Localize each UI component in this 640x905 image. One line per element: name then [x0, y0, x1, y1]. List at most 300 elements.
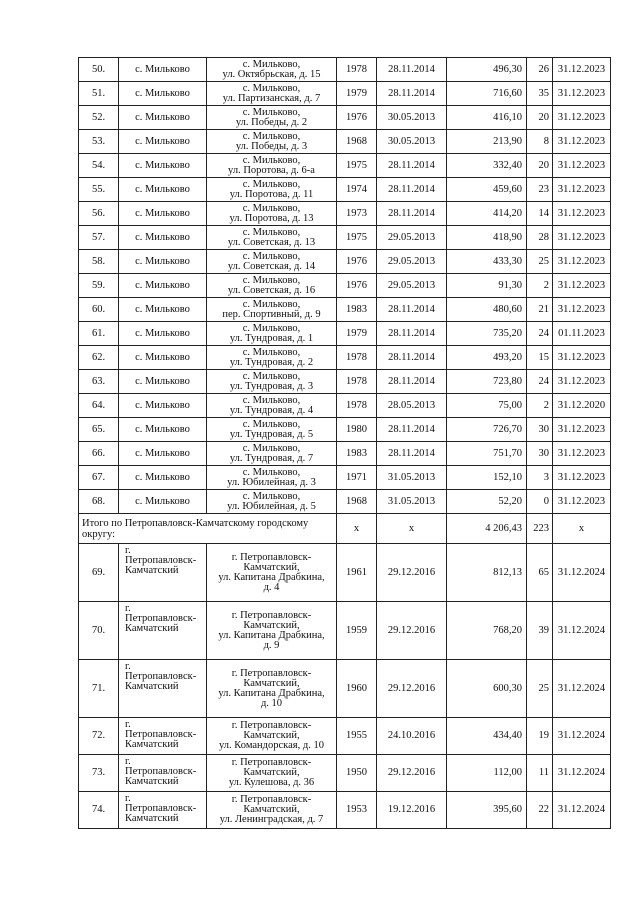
- row-number: 57.: [79, 226, 119, 250]
- area: 418,90: [447, 226, 527, 250]
- cell-line: с. Мильково,: [242, 418, 301, 430]
- area: 716,60: [447, 82, 527, 106]
- residents-count: 25: [527, 660, 553, 718]
- cell-line: с. Мильково,: [242, 274, 301, 286]
- deadline: 31.12.2023: [553, 466, 611, 490]
- cell-line: с. Мильково,: [242, 442, 301, 454]
- cell-line: д. 4: [263, 581, 280, 593]
- row-number: 72.: [79, 718, 119, 755]
- area: 751,70: [447, 442, 527, 466]
- deadline: 31.12.2023: [553, 178, 611, 202]
- residents-count: 15: [527, 346, 553, 370]
- table-row: [79, 544, 611, 602]
- cell-line: ул. Кулешова, д. 36: [228, 777, 315, 788]
- cell-line: г. Петропавловск-: [231, 720, 312, 731]
- deadline: 31.12.2023: [553, 418, 611, 442]
- area: 414,20: [447, 202, 527, 226]
- row-number: 67.: [79, 466, 119, 490]
- total-row: [79, 514, 611, 544]
- locality: с. Мильково: [119, 466, 207, 490]
- cell-line: с. Мильково,: [242, 154, 301, 166]
- address: [207, 442, 337, 466]
- build-year: 1950: [337, 755, 377, 792]
- residents-count: 24: [527, 370, 553, 394]
- cell-line: с. Мильково,: [242, 226, 301, 238]
- locality: [119, 792, 207, 829]
- build-year: 1968: [337, 130, 377, 154]
- build-year: 1959: [337, 602, 377, 660]
- address: [207, 322, 337, 346]
- area: 433,30: [447, 250, 527, 274]
- area: 52,20: [447, 490, 527, 514]
- table-row: [79, 154, 611, 178]
- area: 112,00: [447, 755, 527, 792]
- row-number: 62.: [79, 346, 119, 370]
- build-year: 1979: [337, 322, 377, 346]
- cell-line: ул. Тундровая, д. 4: [229, 404, 314, 416]
- residents-count: 35: [527, 82, 553, 106]
- address: [207, 130, 337, 154]
- deadline: 31.12.2024: [553, 544, 611, 602]
- address: [207, 602, 337, 660]
- residents-count: 2: [527, 274, 553, 298]
- locality: с. Мильково: [119, 274, 207, 298]
- cell-line: ул. Тундровая, д. 3: [229, 380, 314, 392]
- total-label: Итого по Петропавловск-Камчатскому городскому округу:: [79, 514, 337, 544]
- area: 726,70: [447, 418, 527, 442]
- cell-line: Камчатский: [125, 623, 179, 634]
- address: [207, 226, 337, 250]
- locality: с. Мильково: [119, 394, 207, 418]
- table-body: [79, 58, 611, 829]
- residents-count: 22: [527, 792, 553, 829]
- row-number: 53.: [79, 130, 119, 154]
- table-row: [79, 660, 611, 718]
- locality: [119, 602, 207, 660]
- area: 735,20: [447, 322, 527, 346]
- total-date: х: [377, 514, 447, 544]
- cell-line: ул. Тундровая, д. 7: [229, 452, 314, 464]
- residents-count: 11: [527, 755, 553, 792]
- table-row: [79, 298, 611, 322]
- table-row: [79, 58, 611, 82]
- deadline: 31.12.2024: [553, 792, 611, 829]
- locality: [119, 755, 207, 792]
- cell-line: Камчатский,: [243, 677, 300, 689]
- address: [207, 394, 337, 418]
- residents-count: 14: [527, 202, 553, 226]
- cell-line: г. Петропавловск-: [125, 756, 197, 777]
- locality: с. Мильково: [119, 490, 207, 514]
- build-year: 1978: [337, 394, 377, 418]
- area: 459,60: [447, 178, 527, 202]
- deadline: 31.12.2023: [553, 274, 611, 298]
- deadline: 31.12.2023: [553, 442, 611, 466]
- residents-count: 21: [527, 298, 553, 322]
- locality: [119, 544, 207, 602]
- table-row: [79, 346, 611, 370]
- cell-line: ул. Капитана Драбкина,: [218, 629, 325, 641]
- address: [207, 346, 337, 370]
- table-row: [79, 250, 611, 274]
- deadline: 31.12.2023: [553, 370, 611, 394]
- build-year: 1976: [337, 106, 377, 130]
- cell-line: с. Мильково,: [242, 250, 301, 262]
- locality: с. Мильково: [119, 346, 207, 370]
- cell-line: г. Петропавловск-: [231, 609, 312, 621]
- build-year: 1971: [337, 466, 377, 490]
- decision-date: 28.11.2014: [377, 370, 447, 394]
- row-number: 69.: [79, 544, 119, 602]
- table-row: [79, 202, 611, 226]
- decision-date: 28.11.2014: [377, 202, 447, 226]
- cell-line: ул. Победы, д. 3: [235, 140, 308, 152]
- cell-line: ул. Ленинградская, д. 7: [219, 814, 324, 825]
- locality: с. Мильково: [119, 226, 207, 250]
- table-row: [79, 130, 611, 154]
- deadline: 31.12.2023: [553, 226, 611, 250]
- residents-count: 0: [527, 490, 553, 514]
- build-year: 1975: [337, 226, 377, 250]
- area: 496,30: [447, 58, 527, 82]
- row-number: 54.: [79, 154, 119, 178]
- address: [207, 490, 337, 514]
- cell-line: ул. Советская, д. 16: [227, 284, 316, 296]
- cell-line: Камчатский: [125, 681, 179, 692]
- total-year: х: [337, 514, 377, 544]
- locality: с. Мильково: [119, 418, 207, 442]
- locality: [119, 718, 207, 755]
- cell-line: Камчатский,: [243, 619, 300, 631]
- residents-count: 2: [527, 394, 553, 418]
- address: [207, 792, 337, 829]
- cell-line: с. Мильково,: [242, 370, 301, 382]
- deadline: 01.11.2023: [553, 322, 611, 346]
- table-row: [79, 370, 611, 394]
- cell-line: ул. Тундровая, д. 5: [229, 428, 314, 440]
- build-year: 1983: [337, 298, 377, 322]
- cell-line: ул. Тундровая, д. 2: [229, 356, 314, 368]
- decision-date: 24.10.2016: [377, 718, 447, 755]
- cell-line: г. Петропавловск-: [125, 661, 197, 682]
- deadline: 31.12.2023: [553, 154, 611, 178]
- cell-line: Камчатский: [125, 776, 179, 787]
- cell-line: ул. Капитана Драбкина,: [218, 687, 325, 699]
- deadline: 31.12.2023: [553, 250, 611, 274]
- total-count: 223: [527, 514, 553, 544]
- table-row: [79, 602, 611, 660]
- deadline: 31.12.2023: [553, 106, 611, 130]
- row-number: 58.: [79, 250, 119, 274]
- cell-line: с. Мильково,: [242, 130, 301, 142]
- row-number: 55.: [79, 178, 119, 202]
- area: 75,00: [447, 394, 527, 418]
- residents-count: 24: [527, 322, 553, 346]
- area: 480,60: [447, 298, 527, 322]
- address: [207, 298, 337, 322]
- address: [207, 202, 337, 226]
- cell-line: ул. Капитана Драбкина,: [218, 571, 325, 583]
- address: [207, 755, 337, 792]
- area: 812,13: [447, 544, 527, 602]
- row-number: 70.: [79, 602, 119, 660]
- table-row: [79, 442, 611, 466]
- cell-line: ул. Партизанская, д. 7: [222, 92, 321, 104]
- locality: с. Мильково: [119, 178, 207, 202]
- build-year: 1978: [337, 370, 377, 394]
- decision-date: 31.05.2013: [377, 490, 447, 514]
- decision-date: 28.11.2014: [377, 418, 447, 442]
- address: [207, 418, 337, 442]
- row-number: 56.: [79, 202, 119, 226]
- decision-date: 28.05.2013: [377, 394, 447, 418]
- decision-date: 30.05.2013: [377, 130, 447, 154]
- deadline: 31.12.2023: [553, 130, 611, 154]
- row-number: 52.: [79, 106, 119, 130]
- locality: с. Мильково: [119, 298, 207, 322]
- row-number: 61.: [79, 322, 119, 346]
- decision-date: 28.11.2014: [377, 442, 447, 466]
- area: 416,10: [447, 106, 527, 130]
- area: 723,80: [447, 370, 527, 394]
- cell-line: ул. Командорская, д. 10: [219, 740, 324, 751]
- build-year: 1975: [337, 154, 377, 178]
- table-row: [79, 490, 611, 514]
- deadline: 31.12.2023: [553, 490, 611, 514]
- row-number: 71.: [79, 660, 119, 718]
- locality: с. Мильково: [119, 322, 207, 346]
- cell-line: с. Мильково,: [242, 82, 301, 94]
- decision-date: 30.05.2013: [377, 106, 447, 130]
- cell-line: пер. Спортивный, д. 9: [222, 308, 321, 320]
- cell-line: ул. Поротова, д. 6-а: [228, 164, 315, 176]
- build-year: 1978: [337, 346, 377, 370]
- locality: с. Мильково: [119, 370, 207, 394]
- build-year: 1976: [337, 250, 377, 274]
- total-area: 4 206,43: [447, 514, 527, 544]
- address: [207, 82, 337, 106]
- residents-count: 30: [527, 418, 553, 442]
- residents-count: 23: [527, 178, 553, 202]
- residents-count: 19: [527, 718, 553, 755]
- row-number: 60.: [79, 298, 119, 322]
- address: [207, 718, 337, 755]
- housing-table: [78, 57, 611, 829]
- decision-date: 28.11.2014: [377, 82, 447, 106]
- deadline: 31.12.2023: [553, 346, 611, 370]
- build-year: 1953: [337, 792, 377, 829]
- table-row: [79, 418, 611, 442]
- address: [207, 544, 337, 602]
- row-number: 63.: [79, 370, 119, 394]
- build-year: 1960: [337, 660, 377, 718]
- address: [207, 466, 337, 490]
- row-number: 73.: [79, 755, 119, 792]
- cell-line: ул. Советская, д. 14: [227, 260, 316, 272]
- residents-count: 65: [527, 544, 553, 602]
- deadline: 31.12.2023: [553, 58, 611, 82]
- cell-line: ул. Октябрьская, д. 15: [222, 68, 321, 80]
- build-year: 1976: [337, 274, 377, 298]
- address: [207, 660, 337, 718]
- table-row: [79, 178, 611, 202]
- address: [207, 178, 337, 202]
- address: [207, 370, 337, 394]
- cell-line: ул. Советская, д. 13: [227, 236, 316, 248]
- document-page: [78, 57, 611, 829]
- locality: с. Мильково: [119, 82, 207, 106]
- locality: с. Мильково: [119, 130, 207, 154]
- cell-line: ул. Поротова, д. 11: [229, 188, 314, 200]
- deadline: 31.12.2024: [553, 718, 611, 755]
- table-row: [79, 718, 611, 755]
- decision-date: 28.11.2014: [377, 346, 447, 370]
- address: [207, 106, 337, 130]
- decision-date: 29.12.2016: [377, 660, 447, 718]
- area: 434,40: [447, 718, 527, 755]
- locality: [119, 660, 207, 718]
- row-number: 50.: [79, 58, 119, 82]
- build-year: 1979: [337, 82, 377, 106]
- residents-count: 30: [527, 442, 553, 466]
- address: [207, 58, 337, 82]
- locality: с. Мильково: [119, 442, 207, 466]
- cell-line: д. 10: [260, 697, 283, 709]
- residents-count: 3: [527, 466, 553, 490]
- decision-date: 29.12.2016: [377, 755, 447, 792]
- table-row: [79, 274, 611, 298]
- address: [207, 154, 337, 178]
- residents-count: 20: [527, 106, 553, 130]
- cell-line: с. Мильково,: [242, 202, 301, 214]
- decision-date: 28.11.2014: [377, 178, 447, 202]
- build-year: 1955: [337, 718, 377, 755]
- decision-date: 29.05.2013: [377, 226, 447, 250]
- locality: с. Мильково: [119, 154, 207, 178]
- decision-date: 28.11.2014: [377, 58, 447, 82]
- total-deadline: х: [553, 514, 611, 544]
- cell-line: г. Петропавловск-: [231, 757, 312, 768]
- locality: с. Мильково: [119, 106, 207, 130]
- cell-line: с. Мильково,: [242, 178, 301, 190]
- cell-line: ул. Юбилейная, д. 5: [227, 500, 316, 512]
- cell-line: с. Мильково,: [242, 490, 301, 502]
- decision-date: 28.11.2014: [377, 322, 447, 346]
- build-year: 1978: [337, 58, 377, 82]
- row-number: 64.: [79, 394, 119, 418]
- cell-line: Камчатский: [125, 739, 179, 750]
- row-number: 66.: [79, 442, 119, 466]
- deadline: 31.12.2023: [553, 82, 611, 106]
- decision-date: 19.12.2016: [377, 792, 447, 829]
- build-year: 1973: [337, 202, 377, 226]
- cell-line: д. 9: [263, 639, 280, 651]
- cell-line: ул. Тундровая, д. 1: [229, 332, 314, 344]
- cell-line: Камчатский,: [243, 730, 300, 741]
- build-year: 1983: [337, 442, 377, 466]
- row-number: 74.: [79, 792, 119, 829]
- cell-line: с. Мильково,: [242, 394, 301, 406]
- deadline: 31.12.2024: [553, 755, 611, 792]
- decision-date: 28.11.2014: [377, 298, 447, 322]
- deadline: 31.12.2020: [553, 394, 611, 418]
- residents-count: 20: [527, 154, 553, 178]
- address: [207, 250, 337, 274]
- decision-date: 29.12.2016: [377, 544, 447, 602]
- cell-line: с. Мильково,: [242, 298, 301, 310]
- table-row: [79, 82, 611, 106]
- row-number: 51.: [79, 82, 119, 106]
- area: 152,10: [447, 466, 527, 490]
- decision-date: 29.05.2013: [377, 274, 447, 298]
- cell-line: с. Мильково,: [242, 106, 301, 118]
- row-number: 68.: [79, 490, 119, 514]
- cell-line: с. Мильково,: [242, 346, 301, 358]
- locality: с. Мильково: [119, 250, 207, 274]
- cell-line: с. Мильково,: [242, 322, 301, 334]
- area: 493,20: [447, 346, 527, 370]
- locality: с. Мильково: [119, 58, 207, 82]
- table-row: [79, 322, 611, 346]
- table-row: [79, 106, 611, 130]
- cell-line: ул. Юбилейная, д. 3: [227, 476, 316, 488]
- table-row: [79, 792, 611, 829]
- deadline: 31.12.2023: [553, 298, 611, 322]
- cell-line: г. Петропавловск-: [125, 793, 197, 814]
- row-number: 65.: [79, 418, 119, 442]
- decision-date: 29.05.2013: [377, 250, 447, 274]
- cell-line: г. Петропавловск-: [231, 551, 312, 563]
- area: 213,90: [447, 130, 527, 154]
- decision-date: 28.11.2014: [377, 154, 447, 178]
- area: 91,30: [447, 274, 527, 298]
- locality: с. Мильково: [119, 202, 207, 226]
- cell-line: г. Петропавловск-: [231, 667, 312, 679]
- cell-line: г. Петропавловск-: [125, 603, 197, 624]
- cell-line: г. Петропавловск-: [125, 719, 197, 740]
- table-row: [79, 226, 611, 250]
- residents-count: 25: [527, 250, 553, 274]
- build-year: 1968: [337, 490, 377, 514]
- residents-count: 8: [527, 130, 553, 154]
- residents-count: 26: [527, 58, 553, 82]
- table-row: [79, 755, 611, 792]
- area: 332,40: [447, 154, 527, 178]
- cell-line: г. Петропавловск-: [231, 794, 312, 805]
- cell-line: Камчатский,: [243, 804, 300, 815]
- build-year: 1980: [337, 418, 377, 442]
- deadline: 31.12.2024: [553, 602, 611, 660]
- cell-line: с. Мильково,: [242, 466, 301, 478]
- deadline: 31.12.2023: [553, 202, 611, 226]
- cell-line: Камчатский,: [243, 561, 300, 573]
- cell-line: Камчатский: [125, 565, 179, 576]
- area: 600,30: [447, 660, 527, 718]
- residents-count: 39: [527, 602, 553, 660]
- area: 395,60: [447, 792, 527, 829]
- residents-count: 28: [527, 226, 553, 250]
- deadline: 31.12.2024: [553, 660, 611, 718]
- build-year: 1961: [337, 544, 377, 602]
- cell-line: г. Петропавловск-: [125, 545, 197, 566]
- cell-line: ул. Победы, д. 2: [235, 116, 308, 128]
- area: 768,20: [447, 602, 527, 660]
- cell-line: Камчатский: [125, 813, 179, 824]
- cell-line: ул. Поротова, д. 13: [229, 212, 314, 224]
- decision-date: 31.05.2013: [377, 466, 447, 490]
- address: [207, 274, 337, 298]
- row-number: 59.: [79, 274, 119, 298]
